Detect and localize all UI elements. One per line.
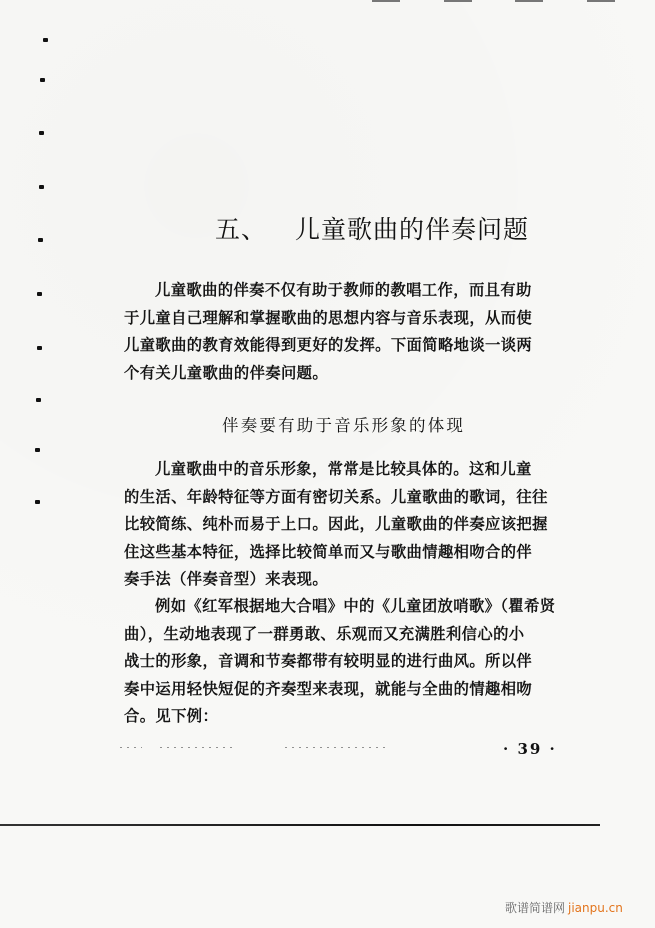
scan-edge-mark — [444, 0, 472, 2]
text-line: 合。见下例： — [124, 707, 219, 726]
binding-hole-mark — [43, 38, 48, 42]
scan-noise — [285, 747, 385, 748]
binding-hole-mark — [37, 292, 42, 296]
paragraph-musical-image — [124, 456, 548, 594]
scan-noise — [120, 747, 142, 748]
text-line: 儿童歌曲的教育效能得到更好的发挥。下面简略地谈一谈两 — [124, 336, 533, 355]
binding-hole-mark — [38, 238, 43, 242]
scan-edge-mark — [372, 0, 400, 2]
text-line: 例如《红军根据地大合唱》中的《儿童团放哨歌》（瞿希贤 — [155, 597, 556, 615]
text-line: 比较简练、纯朴而易于上口。因此，儿童歌曲的伴奏应该把握 — [124, 515, 548, 534]
binding-hole-mark — [39, 131, 44, 135]
footer-rule — [0, 824, 600, 826]
text-line: 奏手法（伴奏音型）来表现。 — [124, 570, 329, 589]
chapter-title-text: 儿童歌曲的伴奏问题 — [295, 215, 530, 244]
scan-edge-mark — [587, 0, 615, 2]
scan-edge-mark — [515, 0, 543, 2]
binding-hole-mark — [40, 78, 45, 82]
watermark-site-name: 歌谱简谱网 — [505, 901, 566, 915]
binding-hole-mark — [37, 346, 42, 350]
text-line: 儿童歌曲中的音乐形象，常常是比较具体的。这和儿童 — [155, 460, 532, 478]
intro-paragraph — [124, 277, 544, 387]
text-line: 住这些基本特征，选择比较简单而又与歌曲情趣相吻合的伴 — [124, 542, 533, 561]
binding-hole-mark — [39, 185, 44, 189]
text-line: 战士的形象，音调和节奏都带有较明显的进行曲风。所以伴 — [124, 652, 533, 671]
text-line: 曲），生动地表现了一群勇敢、乐观而又充满胜利信心的小 — [124, 624, 525, 643]
text-line: 的生活、年龄特征等方面有密切关系。儿童歌曲的歌词，往往 — [124, 487, 548, 506]
text-line: 个有关儿童歌曲的伴奏问题。 — [124, 363, 329, 382]
text-line: 儿童歌曲的伴奏不仅有助于教师的教唱工作，而且有助 — [155, 281, 532, 299]
paragraph-example — [124, 593, 556, 731]
text-line: 奏中运用轻快短促的齐奏型来表现，就能与全曲的情趣相吻 — [124, 679, 533, 698]
chapter-title — [215, 210, 529, 246]
scan-noise — [160, 747, 232, 748]
binding-hole-mark — [36, 398, 41, 402]
section-heading: 伴奏要有助于音乐形象的体现 — [222, 416, 466, 435]
watermark — [505, 899, 623, 916]
page-number: · 39 · — [503, 740, 557, 758]
binding-hole-mark — [35, 500, 40, 504]
chapter-number: 五、 — [215, 215, 268, 244]
watermark-url: jianpu.cn — [568, 901, 623, 915]
text-line: 于儿童自己理解和掌握歌曲的思想内容与音乐表现，从而使 — [124, 308, 533, 327]
binding-hole-mark — [35, 448, 40, 452]
